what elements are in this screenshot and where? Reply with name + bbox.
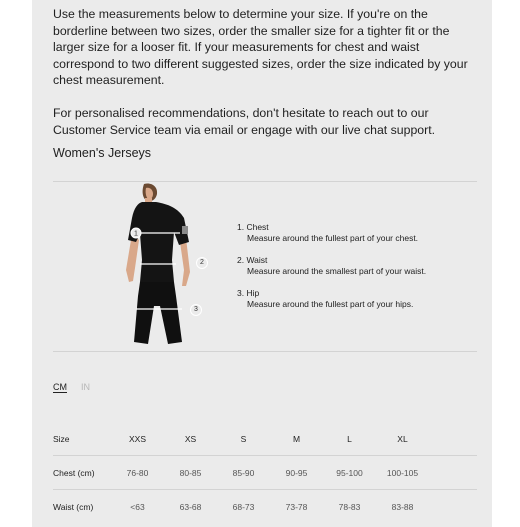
marker-chest-label: 1: [134, 230, 138, 238]
size-m: M: [292, 433, 301, 444]
measure-chest: [237, 222, 477, 244]
unit-cm-tab[interactable]: CM: [53, 382, 67, 392]
size-l: L: [347, 433, 352, 444]
table-row: [53, 490, 477, 524]
marker-hip: 3: [190, 304, 202, 316]
row-label-waist: Waist (cm): [53, 502, 94, 512]
table-cell: 73-78: [285, 502, 308, 512]
table-cell: 83-88: [391, 502, 414, 512]
measure-waist-name: 2. Waist: [237, 255, 268, 265]
table-cell: 63-68: [179, 502, 202, 512]
measure-hip: [237, 288, 477, 310]
size-xl: XL: [397, 433, 408, 444]
table-cell: 95-100: [336, 467, 363, 478]
size-guide-panel: [32, 0, 492, 527]
table-cell: 68-73: [232, 502, 255, 512]
section-title: Women's Jerseys: [53, 146, 152, 160]
unit-in-tab[interactable]: IN: [81, 382, 90, 392]
measurement-figure: [102, 182, 204, 352]
table-cell: <63: [130, 502, 145, 512]
size-s: S: [240, 433, 247, 444]
table-cell: 76-80: [126, 467, 149, 478]
woman-jersey-illustration: [102, 182, 192, 352]
intro-paragraph-1: Use the measurements below to determine your size. If you're on the borderline between two sizes, order the smaller size for a tighter fit or the larger size for a looser fit. If your measurements for chest and waist correspond to two different suggested sizes, order the size indicated by your chest measurement.: [53, 7, 468, 88]
measurement-instructions: [237, 222, 477, 321]
marker-waist: 2: [196, 257, 208, 269]
row-label-chest: Chest (cm): [53, 467, 95, 478]
table-cell: 100-105: [386, 467, 419, 478]
divider-figure-bottom: [53, 351, 477, 352]
table-cell: 90-95: [285, 467, 308, 478]
table-cell: 80-85: [179, 467, 202, 478]
table-cell: 78-83: [338, 502, 361, 512]
size-table: [53, 422, 477, 524]
unit-toggle: [53, 382, 90, 392]
measure-chest-desc: Measure around the fullest part of your chest.: [247, 233, 419, 243]
measure-hip-name: 3. Hip: [237, 288, 260, 298]
measure-hip-desc: Measure around the fullest part of your hips.: [247, 299, 414, 309]
size-xxs: XXS: [128, 433, 146, 444]
size-guide-intro: [53, 6, 483, 138]
table-cell: 85-90: [232, 467, 255, 478]
table-header-row: [53, 422, 477, 456]
table-header-label: Size: [53, 433, 70, 444]
intro-paragraph-2: For personalised recommendations, don't hesitate to reach out to our Customer Service team via email or engage with our live chat support.: [53, 105, 436, 137]
measure-chest-name: 1. Chest: [237, 222, 269, 232]
measure-waist: [237, 255, 477, 277]
size-xs: XS: [184, 433, 197, 444]
table-row: [53, 456, 477, 490]
measure-waist-desc: Measure around the smallest part of your waist.: [247, 266, 427, 276]
